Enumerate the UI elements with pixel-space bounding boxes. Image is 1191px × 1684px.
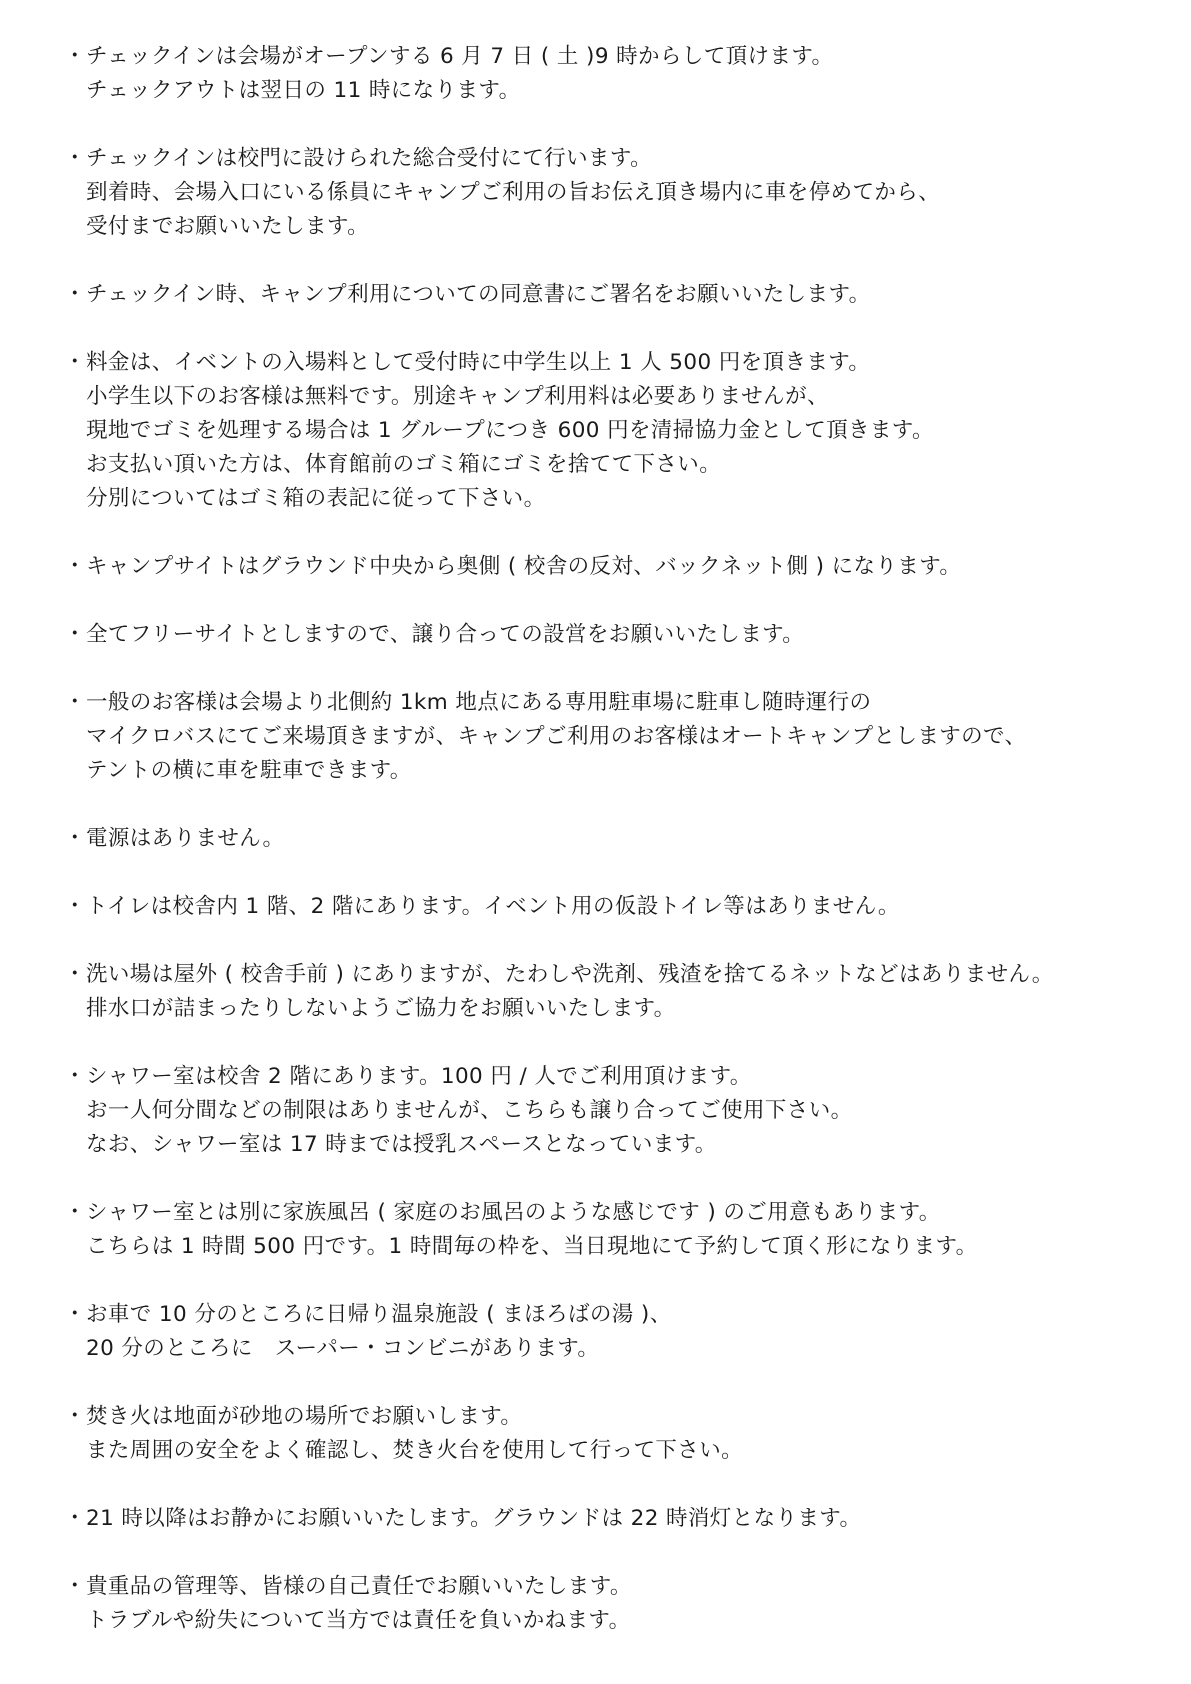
list-item — [64, 550, 1171, 584]
list-item — [64, 890, 1171, 924]
item-text-line: チェックイン時、キャンプ利用についての同意書にご署名をお願いいたします。 — [86, 282, 871, 307]
item-text-line: 到着時、会場入口にいる係員にキャンプご利用の旨お伝え頂き場内に車を停めてから、 — [86, 180, 941, 205]
list-item — [64, 618, 1171, 652]
item-text-line: トイレは校舎内 1 階、2 階にあります。イベント用の仮設トイレ等はありません。 — [86, 894, 900, 919]
bullet-marker: ・ — [64, 1574, 86, 1599]
item-text-line: トラブルや紛失について当方では責任を負いかねます。 — [86, 1608, 631, 1633]
list-item — [64, 278, 1171, 312]
item-text-line: チェックアウトは翌日の 11 時になります。 — [86, 78, 521, 103]
list-item — [64, 1298, 1171, 1366]
bullet-marker: ・ — [64, 44, 86, 69]
item-text-line: 20 分のところに スーパー・コンビニがあります。 — [86, 1336, 600, 1361]
item-text-line: シャワー室は校舎 2 階にあります。100 円 / 人でご利用頂けます。 — [86, 1064, 752, 1089]
bullet-marker: ・ — [64, 554, 86, 579]
item-text-line: 21 時以降はお静かにお願いいたします。グラウンドは 22 時消灯となります。 — [86, 1506, 862, 1531]
bullet-marker: ・ — [64, 350, 86, 375]
item-text-line: チェックインは会場がオープンする 6 月 7 日 ( 土 )9 時からして頂けます。 — [86, 44, 834, 69]
item-text-line: キャンプサイトはグラウンド中央から奥側 ( 校舎の反対、バックネット側 ) になります。 — [86, 554, 962, 579]
item-text-line: お車で 10 分のところに日帰り温泉施設 ( まほろばの湯 )、 — [86, 1302, 672, 1327]
item-text-line: 料金は、イベントの入場料として受付時に中学生以上 1 人 500 円を頂きます。 — [86, 350, 871, 375]
item-text-line: 分別についてはゴミ箱の表記に従って下さい。 — [86, 486, 546, 511]
item-text-line: テントの横に車を駐車できます。 — [86, 758, 412, 783]
notice-list — [64, 40, 1171, 1638]
list-item — [64, 1060, 1171, 1162]
bullet-marker: ・ — [64, 894, 86, 919]
list-item — [64, 142, 1171, 244]
item-text-line: なお、シャワー室は 17 時までは授乳スペースとなっています。 — [86, 1132, 717, 1157]
list-item — [64, 1502, 1171, 1536]
bullet-marker: ・ — [64, 1200, 86, 1225]
bullet-marker: ・ — [64, 622, 86, 647]
item-text-line: マイクロバスにてご来場頂きますが、キャンプご利用のお客様はオートキャンプとしますので、 — [86, 724, 1027, 749]
list-item — [64, 958, 1171, 1026]
bullet-marker: ・ — [64, 1506, 86, 1531]
item-text-line: 電源はありません。 — [86, 826, 285, 851]
item-text-line: シャワー室とは別に家族風呂 ( 家庭のお風呂のような感じです ) のご用意もあります。 — [86, 1200, 941, 1225]
list-item — [64, 1196, 1171, 1264]
item-text-line: お一人何分間などの制限はありませんが、こちらも譲り合ってご使用下さい。 — [86, 1098, 853, 1123]
list-item — [64, 40, 1171, 108]
bullet-marker: ・ — [64, 690, 86, 715]
bullet-marker: ・ — [64, 1302, 86, 1327]
list-item — [64, 822, 1171, 856]
list-item — [64, 346, 1171, 516]
item-text-line: 排水口が詰まったりしないようご協力をお願いいたします。 — [86, 996, 676, 1021]
item-text-line: また周囲の安全をよく確認し、焚き火台を使用して行って下さい。 — [86, 1438, 744, 1463]
item-text-line: 現地でゴミを処理する場合は 1 グループにつき 600 円を清掃協力金として頂きます。 — [86, 418, 934, 443]
item-text-line: お支払い頂いた方は、体育館前のゴミ箱にゴミを捨てて下さい。 — [86, 452, 722, 477]
item-text-line: 小学生以下のお客様は無料です。別途キャンプ利用料は必要ありませんが、 — [86, 384, 829, 409]
bullet-marker: ・ — [64, 282, 86, 307]
item-text-line: 全てフリーサイトとしますので、譲り合っての設営をお願いいたします。 — [86, 622, 805, 647]
bullet-marker: ・ — [64, 962, 86, 987]
bullet-marker: ・ — [64, 1404, 86, 1429]
item-text-line: 一般のお客様は会場より北側約 1km 地点にある専用駐車場に駐車し随時運行の — [86, 690, 872, 715]
item-text-line: 貴重品の管理等、皆様の自己責任でお願いいたします。 — [86, 1574, 632, 1599]
bullet-marker: ・ — [64, 146, 86, 171]
bullet-marker: ・ — [64, 826, 86, 851]
list-item — [64, 686, 1171, 788]
bullet-marker: ・ — [64, 1064, 86, 1089]
list-item — [64, 1400, 1171, 1468]
item-text-line: チェックインは校門に設けられた総合受付にて行います。 — [86, 146, 652, 171]
item-text-line: 洗い場は屋外 ( 校舎手前 ) にありますが、たわしや洗剤、残渣を捨てるネットなどはありません。 — [86, 962, 1054, 987]
item-text-line: 焚き火は地面が砂地の場所でお願いします。 — [86, 1404, 523, 1429]
item-text-line: 受付までお願いいたします。 — [86, 214, 369, 239]
item-text-line: こちらは 1 時間 500 円です。1 時間毎の枠を、当日現地にて予約して頂く形になります。 — [86, 1234, 978, 1259]
list-item — [64, 1570, 1171, 1638]
